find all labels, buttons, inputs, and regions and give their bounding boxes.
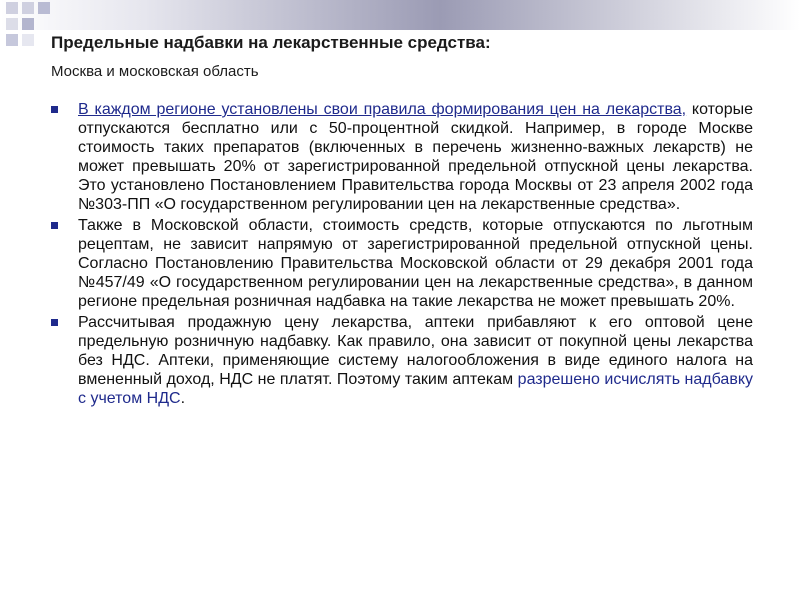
bullet-item — [51, 100, 753, 214]
decor-square — [22, 34, 34, 46]
decor-square — [6, 18, 18, 30]
square-bullet-icon — [51, 319, 58, 326]
bullet-body-text: Рассчитывая продажную цену лекарства, аптеки прибавляют к его оптовой цене предельную розничную надбавку. Как правило, она зависит от покупной цены лекарства без НДС. Аптеки, применяющие систему налогообложения в виде единого налога на вмененный доход, НДС не платят. Поэтому таким аптекам — [78, 314, 753, 388]
square-bullet-icon — [51, 106, 58, 113]
square-bullet-icon — [51, 222, 58, 229]
slide-subtitle: Москва и московская область — [51, 63, 259, 80]
decor-square — [38, 2, 50, 14]
bullet-list — [51, 100, 753, 410]
bullet-tail-text: . — [180, 390, 186, 407]
bullet-item — [51, 313, 753, 408]
slide-title: Предельные надбавки на лекарственные средства: — [51, 33, 491, 52]
bullet-body-text: Также в Московской области, стоимость средств, которые отпускаются по льготным рецептам, не зависит напрямую от зарегистрированной предельной отпускной цены. Согласно Постановлению Правительства Московской области от 29 декабря 2001 года №457/49 «О государственном регулировании цен на лекарственные средства», в данном регионе предельная розничная надбавка на такие лекарства не может превышать 20%. — [78, 217, 753, 310]
decor-square — [22, 18, 34, 30]
header-gradient-band — [0, 0, 800, 30]
vat-highlight-text: разрешено исчислять надбавку с учетом НДС — [78, 371, 754, 407]
bullet-text — [78, 216, 753, 311]
regional-rules-link[interactable]: В каждом регионе установлены свои правила формирования цен на лекарства, — [78, 101, 687, 118]
bullet-text — [78, 313, 753, 408]
decor-square — [6, 2, 18, 14]
bullet-item — [51, 216, 753, 311]
bullet-body-text: которые отпускаются бесплатно или с 50-процентной скидкой. Например, в городе Москве стоимость таких препаратов (включенных в перечень жизненно-важных лекарств) не может превышать 20% от зарегистрированной предельной отпускной цены лекарства. Это установлено Постановлением Правительства города Москвы от 23 апреля 2002 года №303-ПП «О государственном регулировании цен на лекарственные средства». — [78, 101, 754, 213]
decor-square — [6, 34, 18, 46]
bullet-text — [78, 100, 753, 214]
decor-square — [22, 2, 34, 14]
